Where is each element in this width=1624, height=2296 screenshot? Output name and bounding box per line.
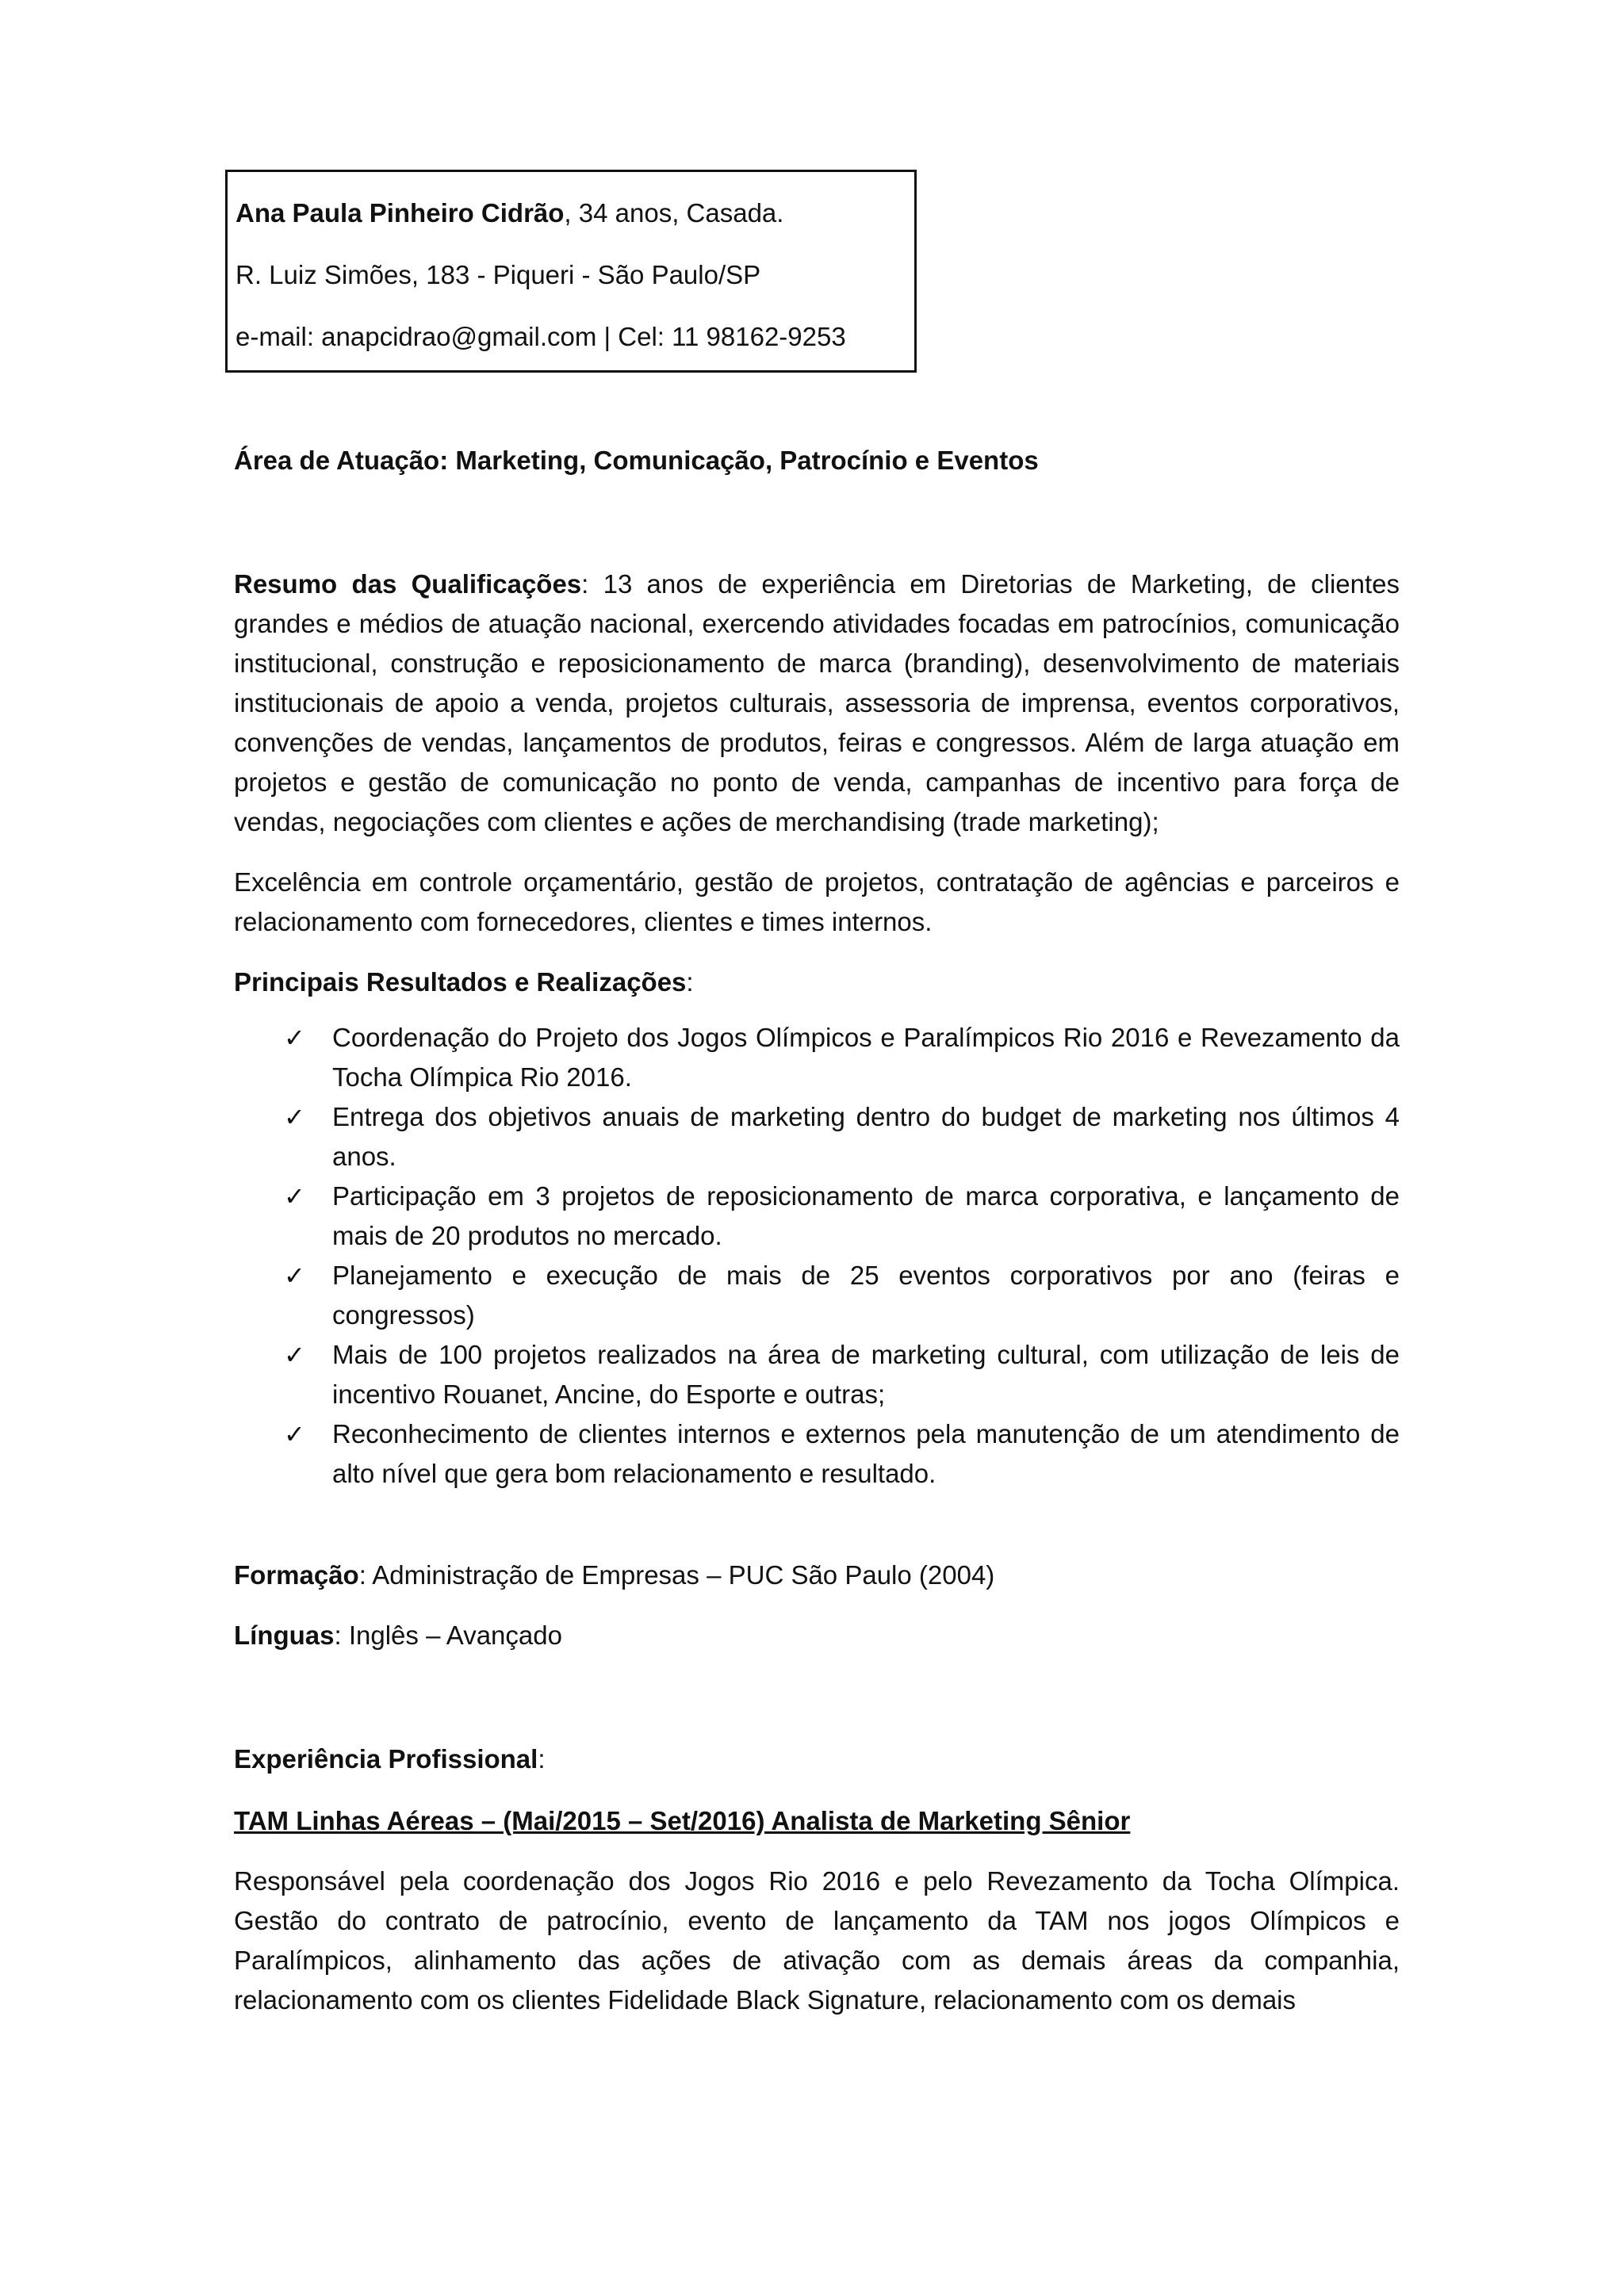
linguas-line (234, 1616, 1400, 1655)
checkmark-icon: ✓ (284, 1420, 305, 1448)
list-item-text: Entrega dos objetivos anuais de marketing dentro do budget de marketing nos últimos 4 anos. (332, 1102, 1400, 1171)
list-item-text: Participação em 3 projetos de reposicionamento de marca corporativa, e lançamento de mais de 20 produtos no mercado. (332, 1181, 1400, 1250)
checkmark-icon: ✓ (284, 1103, 305, 1131)
linguas-label: Línguas (234, 1621, 335, 1650)
checkmark-icon: ✓ (284, 1182, 305, 1211)
experiencia-heading (234, 1739, 1400, 1779)
list-item-text: Coordenação do Projeto dos Jogos Olímpicos e Paralímpicos Rio 2016 e Revezamento da Tocha Olímpica Rio 2016. (332, 1023, 1400, 1092)
list-item-text: Planejamento e execução de mais de 25 eventos corporativos por ano (feiras e congressos) (332, 1261, 1400, 1330)
contact-name: Ana Paula Pinheiro Cidrão (236, 198, 565, 228)
job-title: TAM Linhas Aéreas – (Mai/2015 – Set/2016) Analista de Marketing Sênior (234, 1806, 1131, 1835)
list-item (234, 1414, 1400, 1494)
formacao-label: Formação (234, 1560, 359, 1590)
contact-box (225, 170, 917, 373)
formacao-line (234, 1556, 1400, 1595)
contact-email-phone: e-mail: anapcidrao@gmail.com | Cel: 11 98162-9253 (236, 322, 846, 351)
excelencia-paragraph: Excelência em controle orçamentário, gestão de projetos, contratação de agências e parceiros e relacionamento com fornecedores, clientes e times internos. (234, 867, 1400, 936)
checkmark-icon: ✓ (284, 1341, 305, 1369)
resultados-label: Principais Resultados e Realizações (234, 967, 687, 997)
list-item (234, 1256, 1400, 1335)
area-heading: Área de Atuação: Marketing, Comunicação, Patrocínio e Eventos (234, 446, 1039, 475)
checkmark-icon: ✓ (284, 1261, 305, 1290)
resumo-text: : 13 anos de experiência em Diretorias de Marketing, de clientes grandes e médios de atuação nacional, exercendo atividades focadas em patrocínios, comunicação institucional, construção e reposicionamento de marca (branding), desenvolvimento de materiais institucionais de apoio a venda, projetos culturais, assessoria de imprensa, eventos corporativos, convenções de vendas, lançamentos de produtos, feiras e congressos. Além de larga atuação em projetos e gestão de comunicação no ponto de venda, campanhas de incentivo para força de vendas, negociações com clientes e ações de merchandising (trade marketing); (234, 569, 1400, 836)
resultados-colon: : (686, 967, 694, 997)
contact-address: R. Luiz Simões, 183 - Piqueri - São Paulo/SP (236, 260, 761, 289)
contact-name-line (236, 194, 914, 256)
resumo-label: Resumo das Qualificações (234, 569, 582, 599)
list-item (234, 1177, 1400, 1256)
resultados-list (234, 1018, 1400, 1494)
checkmark-icon: ✓ (284, 1024, 305, 1052)
experiencia-colon: : (538, 1744, 546, 1774)
experiencia-label: Experiência Profissional (234, 1744, 538, 1774)
linguas-text: : Inglês – Avançado (334, 1621, 562, 1650)
resumo-paragraph (234, 564, 1400, 842)
resultados-heading (234, 962, 1400, 1002)
job-description: Responsável pela coordenação dos Jogos Rio 2016 e pelo Revezamento da Tocha Olímpica. Gestão do contrato de patrocínio, evento de lançamento da TAM nos jogos Olímpicos e Paralímpicos, alinhamento das ações de ativação com as demais áreas da companhia, relacionamento com os clientes Fidelidade Black Signature, relacionamento com os demais (234, 1866, 1400, 2015)
list-item (234, 1018, 1400, 1097)
resume-content (234, 441, 1400, 2020)
formacao-text: : Administração de Empresas – PUC São Paulo (2004) (358, 1560, 995, 1590)
list-item (234, 1097, 1400, 1177)
contact-details: , 34 anos, Casada. (564, 198, 784, 228)
list-item (234, 1335, 1400, 1414)
list-item-text: Mais de 100 projetos realizados na área de marketing cultural, com utilização de leis de incentivo Rouanet, Ancine, do Esporte e outras; (332, 1340, 1400, 1409)
list-item-text: Reconhecimento de clientes internos e externos pela manutenção de um atendimento de alto nível que gera bom relacionamento e resultado. (332, 1419, 1400, 1488)
